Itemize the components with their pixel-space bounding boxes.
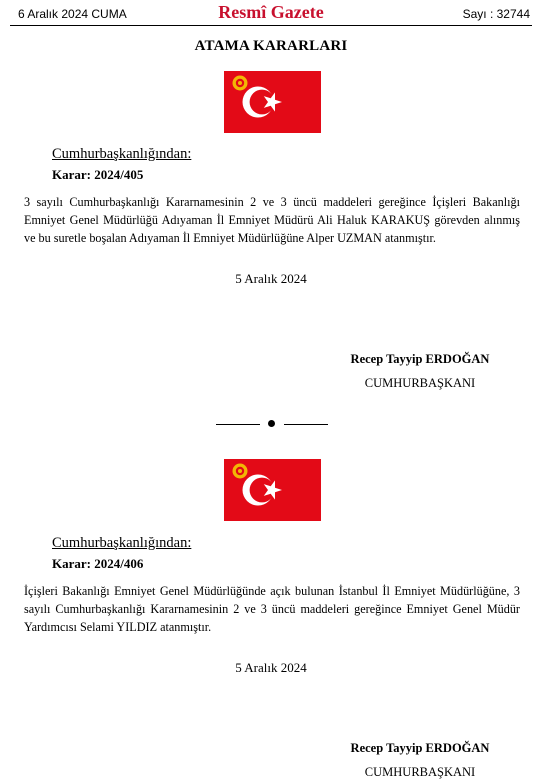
masthead-issue-number: Sayı : 32744: [462, 7, 530, 21]
presidential-seal-icon: [233, 464, 248, 479]
signatory-name: Recep Tayyip ERDOĞAN: [350, 741, 490, 755]
masthead-title: Resmî Gazete: [218, 2, 324, 22]
masthead-date: 6 Aralık 2024 CUMA: [18, 7, 127, 21]
presidential-seal-icon: [233, 76, 248, 91]
section-title: ATAMA KARARLARI: [194, 38, 348, 54]
decision-issuer: Cumhurbaşkanlığından:: [52, 535, 192, 551]
decision-date: 5 Aralık 2024: [235, 660, 307, 675]
turkish-flag-icon: [224, 71, 321, 133]
signatory-title: CUMHURBAŞKANI: [364, 765, 476, 779]
masthead: [0, 0, 542, 28]
signatory-title: CUMHURBAŞKANI: [364, 376, 476, 390]
decision-number: Karar: 2024/406: [52, 556, 144, 571]
masthead-rule: [10, 25, 532, 26]
turkish-flag-icon: [224, 459, 321, 521]
decision-date: 5 Aralık 2024: [235, 271, 307, 286]
decision-number: Karar: 2024/405: [52, 167, 144, 182]
section-separator: [216, 418, 328, 430]
decision-text: İçişleri Bakanlığı Emniyet Genel Müdürlüğünde açık bulunan İstanbul İl Emniyet Müdürlüğüne, 3 sayılı Cumhurbaşkanlığı Kararnamesinin 2 ve 3 üncü maddeleri gereğince Emniyet Genel Müdür Yardımcısı Selami YILDIZ atanmıştır.: [24, 584, 520, 634]
decision-issuer: Cumhurbaşkanlığından:: [52, 146, 192, 162]
signatory-name: Recep Tayyip ERDOĞAN: [350, 352, 490, 366]
decision-text: 3 sayılı Cumhurbaşkanlığı Kararnamesinin 2 ve 3 üncü maddeleri gereğince İçişleri Bakanlığı Emniyet Genel Müdürlüğü Adıyaman İl Emniyet Müdürü Ali Haluk KARAKUŞ görevden alınmış ve bu suretle boşalan Adıyaman İl Emniyet Müdürlüğüne Alper UZMAN atanmıştır.: [24, 195, 520, 245]
